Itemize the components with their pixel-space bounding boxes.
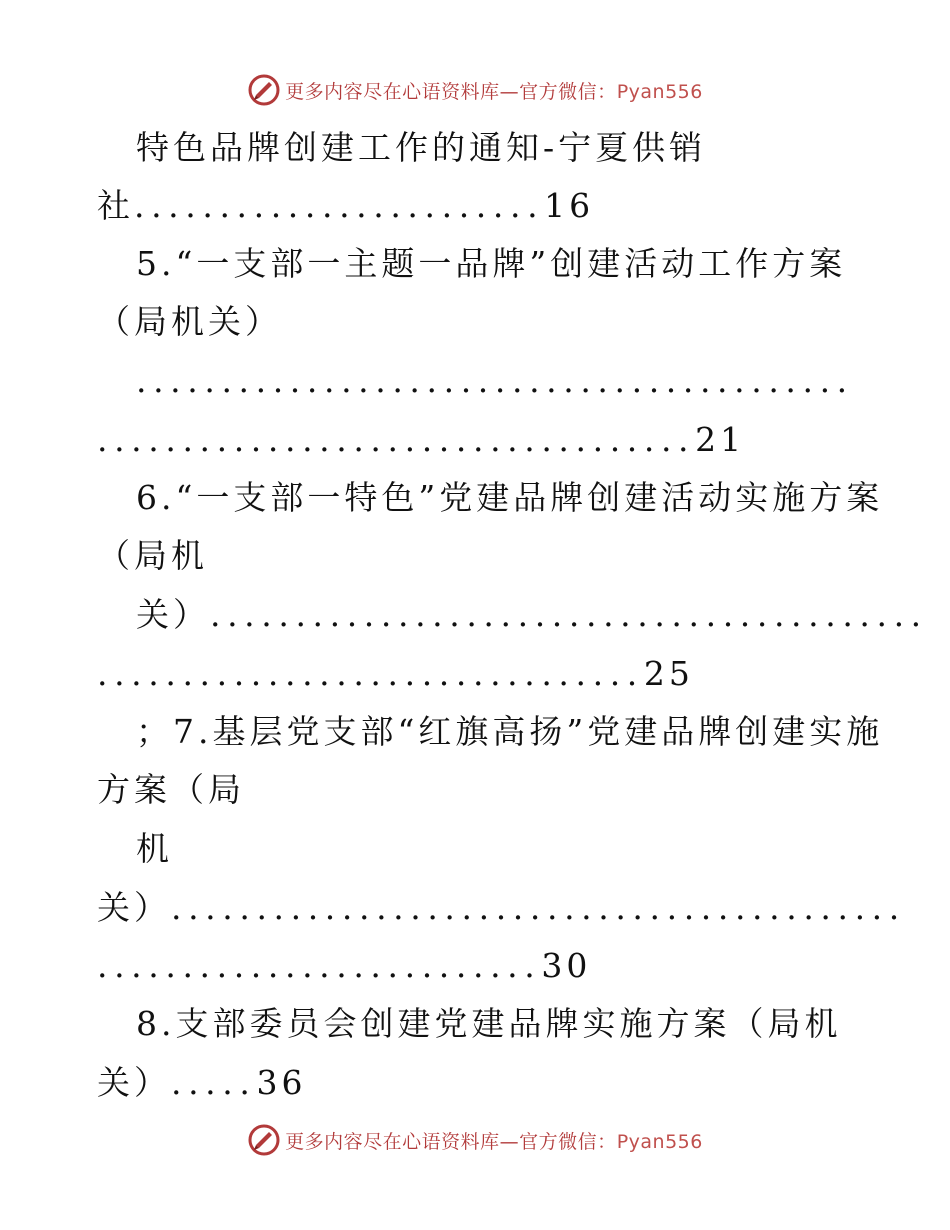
toc-line: 机 [136, 829, 173, 868]
toc-line: 社........................16 [97, 186, 595, 225]
watermark-footer [0, 1120, 950, 1160]
pen-logo-icon [247, 73, 281, 107]
watermark-text: 更多内容尽在心语资料库—官方微信：Pyan556 [285, 80, 703, 103]
toc-line: 关）........................................... [97, 888, 906, 927]
toc-line: ...................................21 [97, 420, 746, 459]
toc-line: 关）.....36 [97, 1063, 307, 1102]
toc-line: ..........................30 [97, 946, 592, 985]
toc-line: 8.支部委员会创建党建品牌实施方案（局机 [136, 1004, 842, 1043]
toc-line: 6.“一支部一特色”党建品牌创建活动实施方案 [136, 478, 884, 517]
watermark-text: 更多内容尽在心语资料库—官方微信：Pyan556 [285, 1130, 703, 1153]
watermark-header [0, 70, 950, 110]
toc-line: （局机 [97, 536, 208, 575]
toc-line: 特色品牌创建工作的通知-宁夏供销 [136, 128, 707, 167]
toc-line: 关）.......................................... [136, 595, 928, 634]
toc-line: ；7.基层党支部“红旗高扬”党建品牌创建实施 [136, 712, 884, 751]
toc-line: ................................25 [97, 654, 694, 693]
toc-line: （局机关） [97, 302, 282, 341]
pen-logo-icon [247, 1123, 281, 1157]
toc-line: 5.“一支部一主题一品牌”创建活动工作方案 [136, 244, 847, 283]
toc-line: 方案（局 [97, 770, 245, 809]
toc-line: .......................................... [136, 361, 854, 400]
